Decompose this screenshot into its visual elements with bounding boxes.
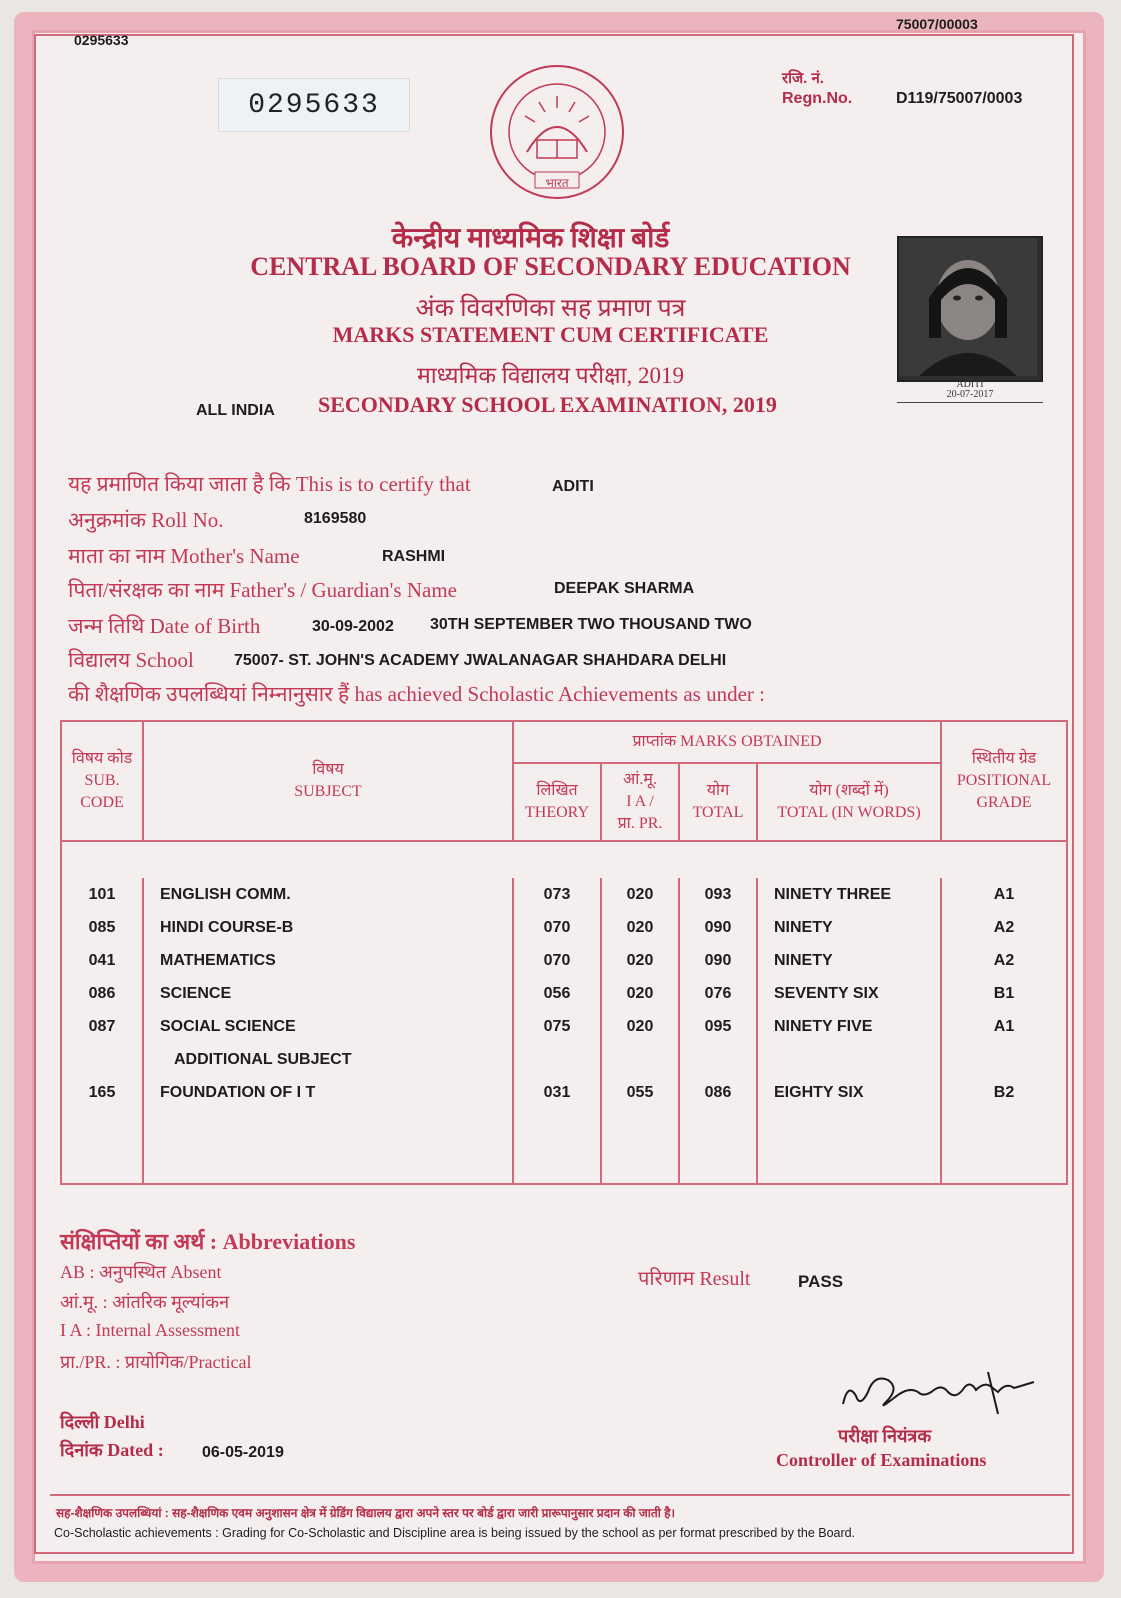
header-subject-hi: विषय — [312, 761, 344, 778]
controller-signature — [838, 1352, 1038, 1422]
abbr-ia-english: I A : Internal Assessment — [60, 1320, 240, 1340]
controller-title-hindi: परीक्षा नियंत्रक — [838, 1426, 932, 1446]
header-total — [679, 763, 757, 841]
dated-label: दिनांक Dated : — [60, 1440, 164, 1460]
sub-code: 041 — [61, 944, 143, 977]
header-ia-hi: आं.मू. — [623, 771, 657, 788]
total-marks: 086 — [679, 1076, 757, 1109]
document-title-english: MARKS STATEMENT CUM CERTIFICATE — [332, 322, 769, 347]
positional-grade: A1 — [941, 878, 1067, 911]
regn-number: D119/75007/0003 — [896, 90, 1023, 107]
empty-cell — [513, 1043, 601, 1076]
photo-caption — [897, 380, 1043, 403]
marks-table — [60, 720, 1068, 1185]
header-total-en: TOTAL — [692, 804, 744, 821]
issue-date: 06-05-2019 — [202, 1444, 284, 1461]
sub-code: 087 — [61, 1010, 143, 1043]
roll-label: अनुक्रमांक Roll No. — [68, 508, 224, 532]
positional-grade: B1 — [941, 977, 1067, 1010]
regn-label-en: Regn.No. — [782, 90, 853, 107]
subject-name: SOCIAL SCIENCE — [143, 1010, 513, 1043]
ia-marks: 020 — [601, 911, 679, 944]
header-grade — [941, 721, 1067, 841]
top-left-number: 0295633 — [74, 32, 129, 48]
subject-name: ENGLISH COMM. — [143, 878, 513, 911]
student-photo — [897, 236, 1043, 382]
additional-subject-row — [61, 1043, 1067, 1076]
dob-label: जन्म तिथि Date of Birth — [68, 614, 261, 638]
regn-label-hi: रजि. नं. — [782, 70, 824, 87]
empty-cell — [679, 1043, 757, 1076]
controller-title-english: Controller of Examinations — [776, 1450, 987, 1470]
table-row — [61, 944, 1067, 977]
total-in-words: NINETY — [757, 944, 941, 977]
sub-code: 085 — [61, 911, 143, 944]
result-label: परिणाम Result — [638, 1268, 751, 1290]
mother-label: माता का नाम Mother's Name — [68, 544, 300, 568]
positional-grade: B2 — [941, 1076, 1067, 1109]
achieved-label: की शैक्षणिक उपलब्धियां निम्नानुसार हैं has achieved Scholastic Achievements as under : — [68, 682, 765, 706]
footer-hindi: सह-शैक्षणिक उपलब्धियां : सह-शैक्षणिक एवम अनुशासन क्षेत्र में ग्रेडिंग विद्यालय द्वारा अपने स्तर पर बोर्ड द्वारा जारी प्रारूपानुसार प्रदान की जाती है। — [56, 1506, 676, 1520]
header-marks-obtained: प्राप्तांक MARKS OBTAINED — [513, 721, 941, 763]
header-ia-en1: I A / — [626, 793, 654, 810]
table-row — [61, 911, 1067, 944]
header-theory-en: THEORY — [525, 804, 589, 821]
header-subject-en: SUBJECT — [294, 783, 362, 800]
header-code-hi: विषय कोड — [71, 750, 133, 767]
photo-caption-date: 20-07-2017 — [946, 389, 994, 400]
photo-caption-name: ADITI — [956, 379, 984, 390]
header-subject — [143, 721, 513, 841]
table-row — [61, 878, 1067, 911]
serial-number-box: 0295633 — [218, 78, 410, 132]
header-words-hi: योग (शब्दों में) — [809, 782, 889, 799]
theory-marks: 075 — [513, 1010, 601, 1043]
theory-marks: 073 — [513, 878, 601, 911]
dob-words: 30TH SEPTEMBER TWO THOUSAND TWO — [430, 616, 752, 633]
empty-cell — [941, 1043, 1067, 1076]
table-row — [61, 1076, 1067, 1109]
abbr-absent: AB : अनुपस्थित Absent — [60, 1262, 222, 1282]
table-row — [61, 977, 1067, 1010]
total-in-words: EIGHTY SIX — [757, 1076, 941, 1109]
ia-marks: 055 — [601, 1076, 679, 1109]
footer-english: Co-Scholastic achievements : Grading for Co-Scholastic and Discipline area is being issued by the school as per format prescribed by the Board. — [54, 1526, 856, 1540]
dob-value: 30-09-2002 — [312, 618, 394, 635]
result-value: PASS — [798, 1272, 844, 1291]
header-grade-hi: स्थितीय ग्रेड — [971, 750, 1037, 767]
seal-bottom-text: भारत — [545, 176, 569, 190]
positional-grade: A1 — [941, 1010, 1067, 1043]
empty-cell — [513, 1109, 601, 1184]
ia-marks: 020 — [601, 977, 679, 1010]
footer-divider — [50, 1494, 1070, 1496]
cbse-seal — [487, 62, 627, 202]
total-marks: 090 — [679, 944, 757, 977]
subject-name: FOUNDATION OF I T — [143, 1076, 513, 1109]
empty-cell — [757, 1109, 941, 1184]
total-in-words: NINETY — [757, 911, 941, 944]
board-title-hindi: केन्द्रीय माध्यमिक शिक्षा बोर्ड — [391, 223, 670, 254]
sub-code: 101 — [61, 878, 143, 911]
header-code-en2: CODE — [80, 794, 124, 811]
theory-marks: 070 — [513, 944, 601, 977]
header-theory — [513, 763, 601, 841]
empty-cell — [61, 1109, 143, 1184]
empty-cell — [601, 1043, 679, 1076]
place-label: दिल्ली Delhi — [60, 1412, 145, 1432]
faint-stamp — [66, 80, 69, 98]
table-row — [61, 1010, 1067, 1043]
theory-marks: 031 — [513, 1076, 601, 1109]
header-grade-en2: GRADE — [976, 794, 1032, 811]
school-label: विद्यालय School — [68, 648, 194, 672]
total-marks: 093 — [679, 878, 757, 911]
ia-marks: 020 — [601, 878, 679, 911]
exam-title-english: SECONDARY SCHOOL EXAMINATION, 2019 — [318, 392, 777, 417]
total-marks: 076 — [679, 977, 757, 1010]
header-sub-code — [61, 721, 143, 841]
total-marks: 095 — [679, 1010, 757, 1043]
header-grade-en1: POSITIONAL — [956, 772, 1052, 789]
empty-cell — [941, 1109, 1067, 1184]
subject-name: MATHEMATICS — [143, 944, 513, 977]
header-ia — [601, 763, 679, 841]
spacer-row — [61, 841, 1067, 878]
empty-cell — [679, 1109, 757, 1184]
student-name: ADITI — [552, 478, 594, 495]
total-in-words: NINETY THREE — [757, 878, 941, 911]
empty-cell — [61, 1043, 143, 1076]
header-theory-hi: लिखित — [536, 782, 578, 799]
mother-name: RASHMI — [382, 548, 446, 565]
board-title-english: CENTRAL BOARD OF SECONDARY EDUCATION — [250, 252, 851, 281]
ia-marks: 020 — [601, 1010, 679, 1043]
header-code-en1: SUB. — [84, 772, 120, 789]
header-total-words — [757, 763, 941, 841]
header-ia-en2: प्रा. PR. — [617, 815, 663, 832]
positional-grade: A2 — [941, 944, 1067, 977]
top-right-number: 75007/00003 — [896, 16, 978, 32]
subject-name: SCIENCE — [143, 977, 513, 1010]
sub-code: 086 — [61, 977, 143, 1010]
empty-cell — [143, 1109, 513, 1184]
abbreviations-title: संक्षिप्तियों का अर्थ : Abbreviations — [60, 1229, 356, 1254]
abbr-ia-hindi: आं.मू. : आंतरिक मूल्यांकन — [60, 1292, 230, 1312]
document-title-hindi: अंक विवरणिका सह प्रमाण पत्र — [415, 295, 686, 322]
theory-marks: 070 — [513, 911, 601, 944]
total-marks: 090 — [679, 911, 757, 944]
abbr-practical: प्रा./PR. : प्रायोगिक/Practical — [60, 1352, 252, 1372]
subject-name: HINDI COURSE-B — [143, 911, 513, 944]
certify-label: यह प्रमाणित किया जाता है कि This is to certify that — [68, 472, 471, 496]
empty-cell — [757, 1043, 941, 1076]
sub-code: 165 — [61, 1076, 143, 1109]
father-label: पिता/संरक्षक का नाम Father's / Guardian's Name — [68, 578, 457, 602]
theory-marks: 056 — [513, 977, 601, 1010]
additional-subject-label: ADDITIONAL SUBJECT — [143, 1043, 513, 1076]
empty-cell — [601, 1109, 679, 1184]
exam-title-hindi: माध्यमिक विद्यालय परीक्षा, 2019 — [416, 363, 685, 388]
header-total-hi: योग — [706, 782, 730, 799]
region-label: ALL INDIA — [196, 402, 275, 419]
roll-number: 8169580 — [304, 510, 367, 527]
father-name: DEEPAK SHARMA — [554, 580, 695, 597]
table-filler-row — [61, 1109, 1067, 1184]
ia-marks: 020 — [601, 944, 679, 977]
school-name: 75007- ST. JOHN'S ACADEMY JWALANAGAR SHAHDARA DELHI — [234, 652, 727, 669]
total-in-words: NINETY FIVE — [757, 1010, 941, 1043]
positional-grade: A2 — [941, 911, 1067, 944]
total-in-words: SEVENTY SIX — [757, 977, 941, 1010]
header-words-en: TOTAL (IN WORDS) — [777, 804, 921, 821]
